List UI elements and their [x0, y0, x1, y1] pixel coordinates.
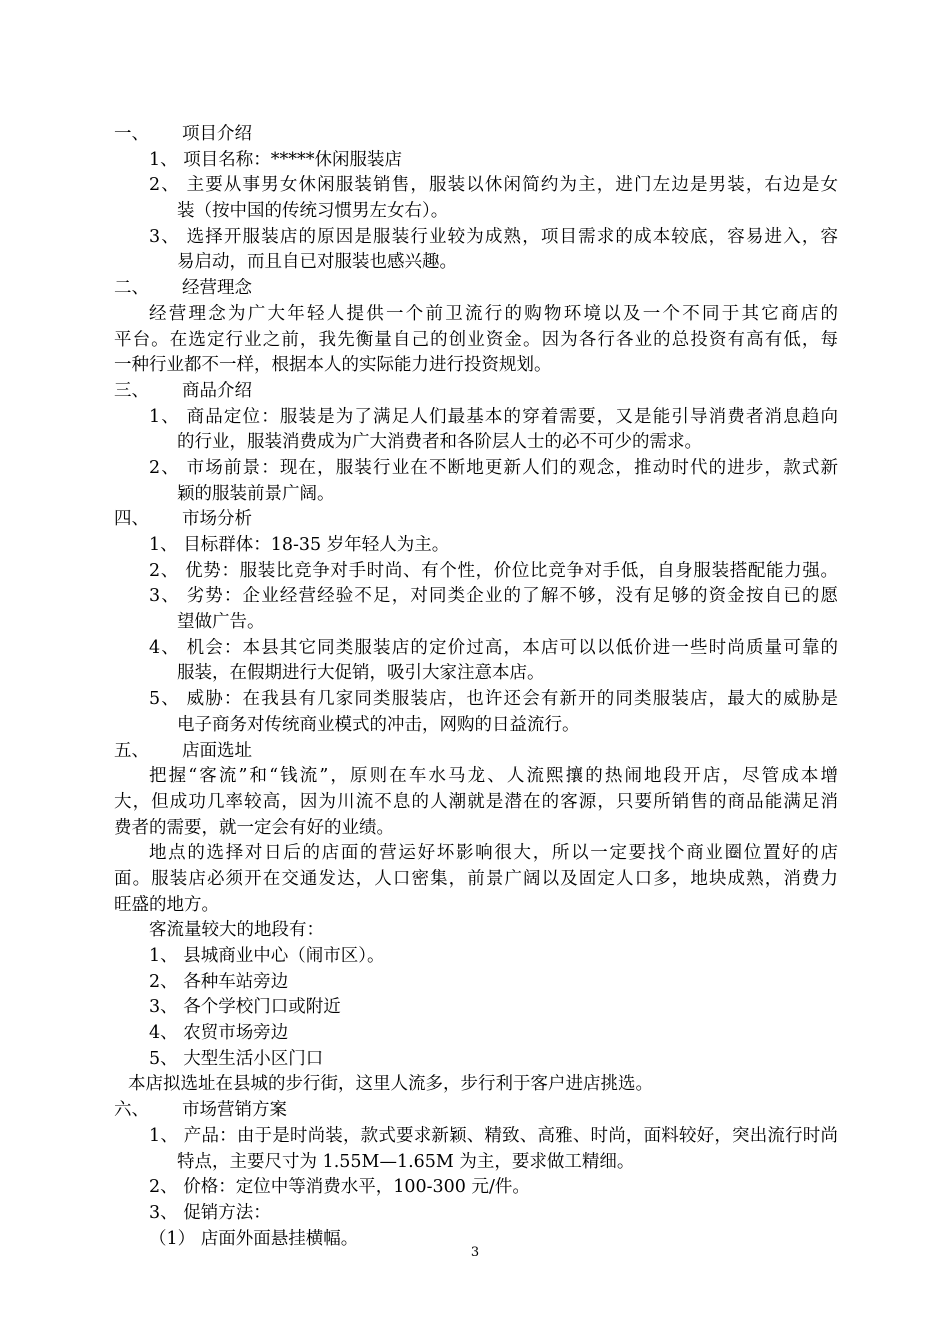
section-heading-4 — [114, 507, 838, 533]
list-item: 2、 价格：定位中等消费水平，100-300 元/件。 — [149, 1177, 530, 1198]
section-title: 市场分析 — [182, 509, 252, 530]
paragraph-line: 费者的需要，就一定会有好的业绩。 — [114, 817, 394, 838]
document-body — [114, 122, 838, 1252]
section-heading-5 — [114, 739, 838, 765]
list-item-continuation: 装（按中国的传统习惯男左女右）。 — [177, 201, 449, 222]
section-number: 五、 — [114, 740, 149, 761]
paragraph-line: 平台。在选定行业之前，我先衡量自己的创业资金。因为各行各业的总投资有高有低，每 — [114, 329, 838, 350]
list-item: 5、 威胁：在我县有几家同类服装店，也许还会有新开的同类服装店，最大的威胁是 — [149, 689, 838, 710]
paragraph-line: 旺盛的地方。 — [114, 894, 219, 915]
list-item: 1、 商品定位：服装是为了满足人们最基本的穿着需要，又是能引导消费者消息趋向 — [149, 406, 838, 427]
paragraph-line: 一种行业都不一样，根据本人的实际能力进行投资规划。 — [114, 355, 552, 376]
list-item-continuation: 特点，主要尺寸为 1.55M—1.65M 为主，要求做工精细。 — [177, 1151, 635, 1172]
list-item-continuation: 望做广告。 — [177, 612, 265, 633]
list-item: 2、 主要从事男女休闲服装销售，服装以休闲简约为主，进门左边是男装，右边是女 — [149, 175, 838, 196]
list-item: 3、 选择开服装店的原因是服装行业较为成熟，项目需求的成本较底，容易进入，容 — [149, 226, 838, 247]
list-item-continuation: 易启动，而且自已对服装也感兴趣。 — [177, 252, 457, 273]
section-title: 商品介绍 — [182, 380, 252, 401]
list-item: 3、 促销方法： — [149, 1202, 271, 1223]
page-number: 3 — [470, 1245, 480, 1260]
location-list-item: 4、 农贸市场旁边 — [149, 1023, 289, 1044]
paragraph-line: 本店拟选址在县城的步行街，这里人流多，步行利于客户进店挑选。 — [128, 1074, 653, 1095]
list-item: 2、 优势：服装比竞争对手时尚、有个性，价位比竞争对手低，自身服装搭配能力强。 — [149, 560, 838, 581]
section-heading-2 — [114, 276, 838, 302]
paragraph-line: 经营理念为广大年轻人提供一个前卫流行的购物环境以及一个不同于其它商店的 — [149, 303, 838, 324]
list-item: 2、 市场前景：现在，服装行业在不断地更新人们的观念，推动时代的进步，款式新 — [149, 457, 838, 478]
section-number: 四、 — [114, 509, 149, 530]
section-title: 经营理念 — [182, 278, 252, 299]
section-title: 市场营销方案 — [182, 1100, 287, 1121]
section-number: 三、 — [114, 380, 149, 401]
paragraph-line: 大，但成功几率较高，因为川流不息的人潮就是潜在的客源，只要所销售的商品能满足消 — [114, 791, 838, 812]
paragraph-line: 客流量较大的地段有： — [149, 920, 324, 941]
paragraph-line: 面。服装店必须开在交通发达，人口密集，前景广阔以及固定人口多，地块成熟，消费力 — [114, 868, 838, 889]
list-item: 4、 机会：本县其它同类服装店的定价过高，本店可以以低价进一些时尚质量可靠的 — [149, 637, 838, 658]
list-item: 1、 项目名称：*****休闲服装店 — [149, 149, 402, 170]
list-item: 1、 目标群体：18-35 岁年轻人为主。 — [149, 535, 450, 555]
section-title: 项目介绍 — [182, 124, 252, 144]
section-heading-6 — [114, 1098, 838, 1124]
section-heading-1 — [114, 122, 838, 148]
list-item-continuation: 电子商务对传统商业模式的冲击，网购的日益流行。 — [177, 714, 580, 735]
location-list-item: 5、 大型生活小区门口 — [149, 1048, 324, 1069]
list-item-continuation: 服装，在假期进行大促销，吸引大家注意本店。 — [177, 663, 545, 684]
paragraph-line: 地点的选择对日后的店面的营运好坏影响很大，所以一定要找个商业圈位置好的店 — [149, 843, 838, 864]
section-heading-3 — [114, 379, 838, 405]
section-number: 一、 — [114, 124, 149, 144]
list-item: 3、 劣势：企业经营经验不足，对同类企业的了解不够，没有足够的资金按自已的愿 — [149, 586, 838, 607]
location-list-item: 3、 各个学校门口或附近 — [149, 997, 341, 1018]
list-item-continuation: 的行业，服装消费成为广大消费者和各阶层人士的必不可少的需求。 — [177, 432, 702, 453]
list-item-continuation: 颖的服装前景广阔。 — [177, 483, 335, 504]
sub-list-item: （1） 店面外面悬挂横幅。 — [149, 1228, 359, 1249]
list-item: 1、 产品：由于是时尚装，款式要求新颖、精致、高雅、时尚，面料较好，突出流行时尚 — [149, 1125, 838, 1146]
section-title: 店面选址 — [182, 740, 252, 761]
section-number: 二、 — [114, 278, 149, 299]
paragraph-line: 把握“客流”和“钱流”，原则在车水马龙、人流熙攘的热闹地段开店，尽管成本增 — [149, 766, 838, 787]
section-number: 六、 — [114, 1100, 149, 1121]
location-list-item: 1、 县城商业中心（闹市区）。 — [149, 946, 385, 966]
location-list-item: 2、 各种车站旁边 — [149, 971, 289, 992]
